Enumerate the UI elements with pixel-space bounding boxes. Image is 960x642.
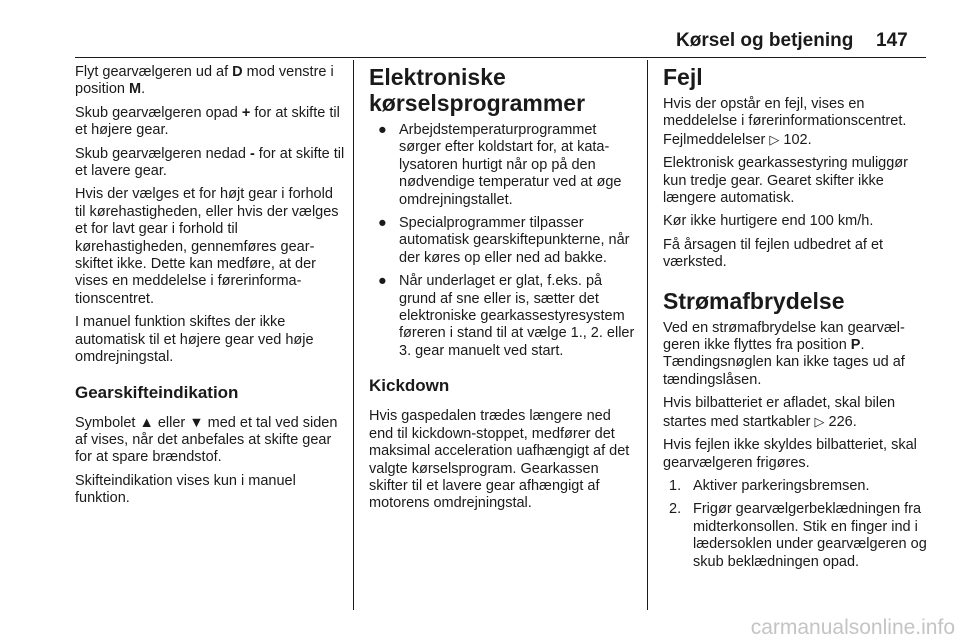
- column-3: [663, 64, 931, 577]
- numbered-step: 2. Frigør gearvælgerbeklædningen fra midterkonsollen. Stik en finger ind i lædersoklen under gearvælgeren og skub beklædningen opad.: [669, 501, 927, 570]
- heading-kickdown: Kickdown: [369, 376, 450, 396]
- paragraph: Elektronisk gearkassestyring muliggør kun tredje gear. Gearet skifter ikke længere automatisk.: [663, 155, 908, 207]
- paragraph: I manuel funktion skiftes der ikke automatisk til et højere gear ved høje omdrejningstal.: [75, 314, 314, 366]
- paragraph: Symbolet ▲ eller ▼ med et tal ved siden af vises, når det anbefales at skifte gear for at spare brændstof.: [75, 414, 338, 466]
- bullet-item: ● Når underlaget er glat, f.eks. på grund af sne eller is, sætter det elektroniske gearkassestyresystem føreren i stand til at vælge 1., 2. eller 3. gear manuelt ved start.: [378, 273, 635, 359]
- paragraph: Hvis gaspedalen trædes længere ned end til kickdown-stoppet, medfører det maksimal acceleration uafhængigt af det valgte kørselsprogram. Gearkassen skifter til et lavere gear afhængigt af motorens omdrejningstal.: [369, 408, 630, 512]
- paragraph: Flyt gearvælgeren ud af D mod venstre i position M.: [75, 64, 334, 98]
- page-number: 147: [876, 30, 908, 51]
- paragraph: Ved en strømafbrydelse kan gearvælgeren ikke flyttes fra position P. Tændingsnøglen kan ikke tages ud af tændingslåsen.: [663, 319, 905, 388]
- paragraph: Skifteindikation vises kun i manuel funktion.: [75, 472, 296, 507]
- bullet-icon: ●: [378, 122, 387, 138]
- column-divider-2: [647, 60, 648, 610]
- paragraph: Skub gearvælgeren opad + for at skifte til et højere gear.: [75, 104, 340, 139]
- page-reference-link[interactable]: 226.: [828, 413, 857, 430]
- bullet-item: ● Arbejdstemperaturprogrammet sørger efter koldstart for, at katalysatoren hurtigt når op på den nødvendige temperatur ved at øge omdrejningstallet.: [378, 122, 622, 208]
- paragraph: Hvis bilbatteriet er afladet, skal bilen startes med startkabler ▷ 226.: [663, 395, 896, 430]
- heading-gearskifteindikation: Gearskifteindikation: [75, 382, 239, 402]
- heading-elektroniske-korselsprogrammer: Elektroniske kørselsprogrammer: [369, 64, 586, 116]
- heading-stromafbrydelse: Strømafbrydelse: [663, 287, 845, 314]
- header-rule: [75, 57, 926, 58]
- bullet-icon: ●: [378, 273, 387, 290]
- page-reference-icon: ▷: [814, 413, 825, 429]
- paragraph: Skub gearvælgeren nedad - for at skifte til et lavere gear.: [75, 145, 345, 180]
- heading-fejl: Fejl: [663, 64, 703, 90]
- paragraph: Kør ikke hurtigere end 100 km/h.: [663, 213, 874, 230]
- numbered-step: 1. Aktiver parkeringsbremsen.: [669, 477, 870, 494]
- paragraph: Få årsagen til fejlen udbedret af et værksted.: [663, 236, 884, 271]
- bullet-item: ● Specialprogrammer tilpasser automatisk gearskiftepunkterne, når der køres op eller ned ad bakke.: [378, 215, 630, 266]
- page-header: [0, 30, 960, 54]
- paragraph: Hvis der vælges et for højt gear i forhold til kørehastigheden, eller hvis der vælges et for lavt gear i forhold til kørehastigheden, gennemføres gearskiftet ikke. Dette kan medføre, at der vises en meddelelse i førerinformationscentret.: [75, 186, 339, 307]
- column-divider-1: [353, 60, 354, 610]
- column-2: [369, 64, 635, 519]
- watermark: carmanualsonline.info: [750, 616, 955, 639]
- bullet-icon: ●: [378, 215, 387, 232]
- page-reference-link[interactable]: 102.: [783, 131, 812, 148]
- page-reference-icon: ▷: [769, 131, 780, 147]
- column-1: [75, 64, 345, 514]
- section-title: Kørsel og betjening: [676, 30, 854, 51]
- paragraph: Hvis der opstår en fejl, vises en meddelelse i førerinformationscentret. Fejlmeddelelser ▷ 102.: [663, 96, 907, 148]
- paragraph: Hvis fejlen ikke skyldes bilbatteriet, skal gearvælgeren frigøres.: [663, 437, 917, 471]
